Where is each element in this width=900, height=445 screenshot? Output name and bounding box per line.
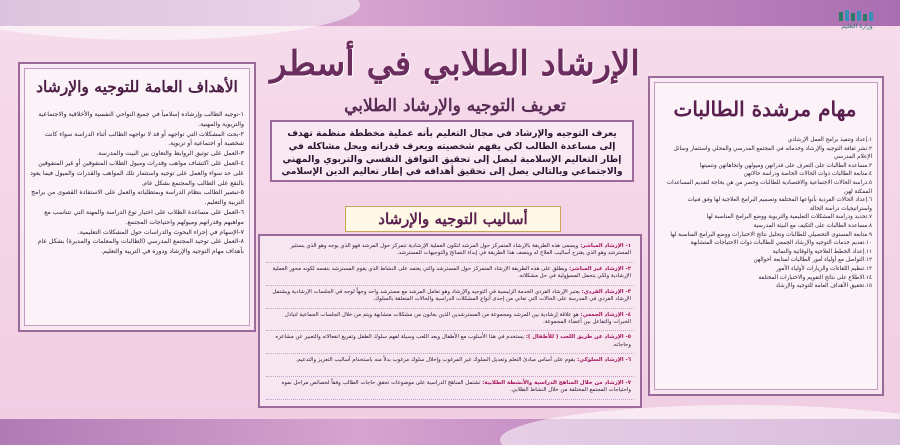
method-label: ٦- الإرشاد السلوكي:	[575, 357, 631, 364]
task-item: ١١.إعداد الخطط العلاجية والوقائية والنمائية	[772, 248, 872, 255]
definition-box	[270, 120, 634, 182]
page-title: الإرشاد الطلابي في أسطر	[270, 44, 640, 84]
method-item	[266, 379, 634, 400]
method-item	[266, 288, 634, 309]
method-item	[266, 333, 634, 354]
task-item: ٢.نشر ثقافة التوجيه والإرشاد وخدماته في المجتمع المدرسي والمحلي واستثمار وسائل الإعلام المدرسي	[673, 145, 872, 161]
task-item: ٦.إعداد الحالات الفردية بأنواعها المختلفة وتصميم البرامج العلاجية لها وفق فنيات واستراتيجيات دراسة الحالة	[687, 197, 872, 212]
tasks-title: مهام مرشدة الطالبات	[673, 97, 857, 121]
goal-item: ٥-تبصير الطالب بنظام الدراسة وبمتطلباته والعمل على الاستفادة القصوى من برامج التربية والتعليم.	[31, 189, 244, 207]
method-label: ٤- الإرشاد الجمعي:	[578, 311, 631, 318]
decorative-wave	[500, 405, 900, 445]
definition-heading: تعريف التوجيه والإرشاد الطلابي	[344, 96, 566, 116]
method-text: هو علاقة إرشادية بين المرشد ومجموعة من المسترشدين الذين يعانون من مشكلات متشابهة ويتم من خلال الجلسات الجماعية لتبادل الخبرات والتفاعل بين أعضاء المجموعة.	[284, 311, 631, 325]
goals-title: الأهداف العامة للتوجيه والإرشاد	[36, 77, 238, 96]
goals-list	[30, 110, 244, 322]
methods-list	[266, 242, 634, 400]
method-item	[266, 265, 634, 286]
goal-item: ٣-العمل على توثيق الروابط والتعاون بين البيت والمدرسة.	[96, 150, 244, 158]
task-item: ٣.مساعدة الطالبات على التعرف على قدراتهن وميولهن واتجاهاتهن وتنميتها	[699, 162, 872, 169]
methods-title: أساليب التوجيه والإرشاد	[345, 206, 561, 232]
method-label: ٣- الإرشاد الفردي:	[579, 288, 631, 295]
ministry-logo-icon	[837, 9, 877, 23]
task-item: ٧.تحديد ودراسة المشكلات التعليمية والتربوية ووضع البرامج المناسبة لها	[706, 214, 872, 221]
goal-item: ٢-بحث المشكلات التي تواجهه أو قد لا تواجهه الطالب أثناء الدراسة سواء كانت شخصية أو اجتماعية أو تربوية.	[44, 130, 244, 148]
task-item: ١٥.تحقيق الأهداف العامة للتوجيه والإرشاد	[775, 283, 872, 290]
method-label: ٧- الإرشاد من خلال المناهج الدراسية والأنشطة الطلابية:	[480, 380, 631, 387]
task-item: ٨.مساعدة الطالبات على التكيف مع البيئة المدرسية	[753, 222, 872, 229]
task-item: ٩.متابعة المستوى التحصيلي للطالبات وتحليل نتائج الاختبارات ووضع البرامج المناسبة لها	[670, 231, 872, 238]
task-item: ٤.متابعة الطالبات ذوات الحالات الخاصة ودراسة حالاتهن	[743, 171, 872, 178]
tasks-list	[660, 136, 872, 386]
definition-text: يعرف التوجيه والإرشاد في مجال التعليم بأنه عملية مخططة منظمة تهدف إلى مساعدة الطالب لكي يفهم شخصيته ويعرف قدراته ويحل مشاكله في إطار التعاليم الإسلامية ليصل إلى تحقيق التوافق النفسي والتربوي والمهني والاجتماعي وبالتالي يصل إلى تحقيق أهدافه في إطار تعاليم الدين الإسلامي	[281, 128, 623, 178]
task-item: ١٢.التواصل مع أولياء أمور الطالبات لمتابعة أحوالهن	[753, 257, 872, 264]
task-item: ١٤.الاطلاع على نتائج التقويم والاختبارات المختلفة	[758, 274, 872, 281]
logo-text: وزارة التعليم	[841, 22, 873, 30]
method-text: يقوم على أساس مبادئ التعلم وتعديل السلوك غير المرغوب وإحلال سلوك مرغوب بدلاً منه باستخدام أساليب التعزيز والتدعيم.	[295, 357, 576, 364]
goal-item: ١-توجيه الطالب وإرشاده إسلامياً في جميع النواحي النفسية والأخلاقية والاجتماعية والتربوية والمهنية.	[38, 111, 244, 128]
method-text: ويطلق على هذه الطريقة الإرشاد المتمركز حول المسترشد والتي يعتمد على النشاط الذي يقوم المسترشد بنفسه لكونه محور العملية الإرشادية ولكي يتحمل المسؤولية في حل مشكلاته.	[272, 265, 631, 280]
decorative-wave	[0, 0, 360, 40]
methods-panel	[258, 234, 642, 408]
method-text: ويسمى هذه الطريقة بالإرشاد المتمركز حول المرشد لتكون العملية الإرشادية تتمركز حول المرشد فهو الذي يوجه وهو الذي يستثير المسترشد وهو الذي يقترح أساليب العلاج له ويتصف هذا الطريقة في إبداء النصائح والتوجيهات للمسترشد.	[290, 243, 631, 257]
method-item	[266, 311, 634, 332]
method-text: تشتمل المناهج الدراسية على موضوعات تحقق حاجات الطالب وفقاً لخصائص مراحل نموه واحتياجات المجتمع المختلفة من خلال النشاط الطلابي.	[281, 380, 631, 394]
task-item: ١٠.تقديم خدمات التوجيه والإرشاد الجمعي للطالبات ذوات الاحتياجات المتشابهة	[690, 240, 872, 247]
goal-item: ٦-العمل على مساعدة الطلاب على اختيار نوع الدراسة والمهنة التي تتناسب مع مواهبهم وقدراتهم وميولهم واحتياجات المجتمع.	[44, 208, 244, 226]
method-label: ١- الإرشاد المباشر:	[578, 243, 631, 249]
task-item: ١.إعداد وتنفيذ برامج العمل الإرشادي	[787, 137, 872, 143]
goals-panel	[18, 62, 256, 332]
goal-item: ٨-العمل على توحيد المجتمع المدرسي (الطالبات والمعلمات والمديرة) بشكل عام بأهداف مهام التوجيه والإرشاد ودوره في التربية والتعليم.	[37, 238, 244, 256]
method-label: ٢- الإرشاد غير المباشر:	[567, 265, 631, 272]
task-item: ١٣.تنظيم اللقاءات والزيارات لأولياء الأمور	[775, 265, 872, 272]
task-item: ٥.دراسة الحالات الاجتماعية والاقتصادية للطالبات وحصر من هن بحاجة لتقديم المساعدات الممكنة لهن	[666, 179, 872, 195]
method-label: ٥- الإرشاد عن طريق اللعب ( للأطفال ):	[523, 334, 631, 341]
method-item	[266, 242, 634, 263]
method-text: يستخدم في هذا الأسلوب مع الأطفال ويعد اللعب وسيلة لفهم سلوك الطفل وتفريغ انفعالاته والتعبير عن مشاعره وحاجاته.	[275, 334, 631, 348]
goal-item: ٧-الإسهام في إجراء البحوث والدراسات حول المشكلات التعليمية.	[77, 228, 244, 236]
ministry-logo	[828, 6, 886, 32]
tasks-panel	[648, 76, 884, 396]
method-text: يعتبر الإرشاد الفردي الخدمة الرئيسية في التوجيه والإرشاد وهو تعامل المرشد مع مسترشد واحد وجهاً لوجه في الجلسات الإرشادية ويشتمل الإرشاد الفردي في المدرسة على الحالات التي تعاني من إحدى أنواع المشكلات الدراسية والحالات المتعلقة بالسلوك.	[272, 288, 631, 302]
method-item	[266, 356, 634, 377]
goal-item: ٤-العمل على اكتشاف مواهب وقدرات وميول الطلاب المتفوقين أو غير المتفوقين على حد سواء والعمل على توجيه واستثمار تلك المواهب والقدرات والميول فيما يعود بالنفع على الطالب والمجتمع بشكل عام.	[30, 159, 244, 187]
